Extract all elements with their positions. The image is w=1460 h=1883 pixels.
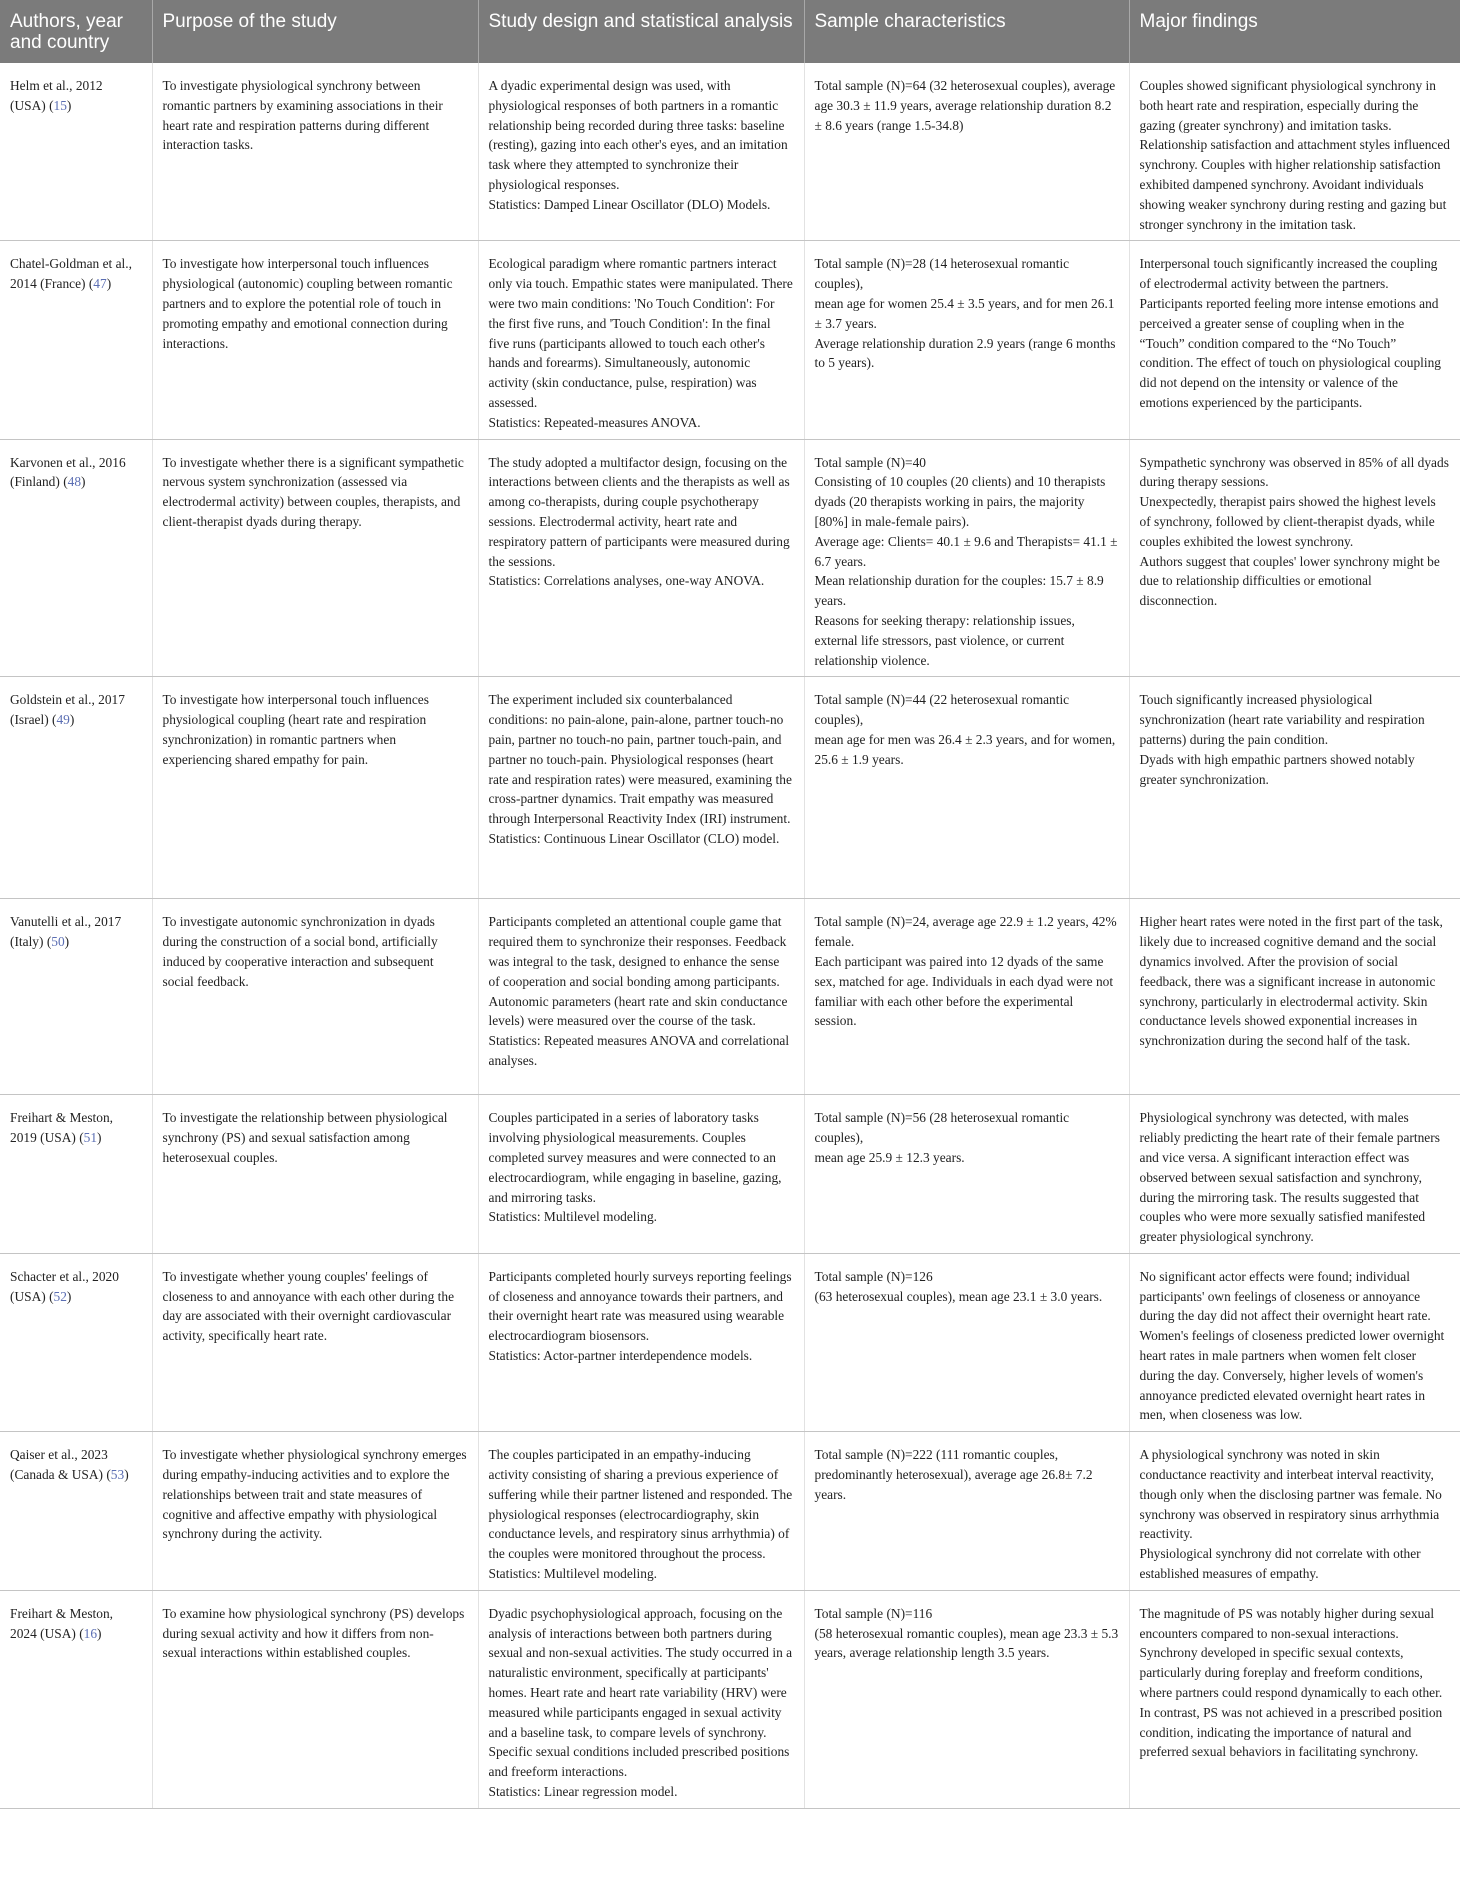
sample-cell <box>804 439 1129 677</box>
design-cell <box>478 899 804 1095</box>
sample-text: Total sample (N)=24, average age 22.9 ± 1.2 years, 42% female. <box>814 914 1117 950</box>
design-cell <box>478 241 804 439</box>
author-text: Helm et al., 2012 (USA) <box>10 78 103 113</box>
findings-text: Authors suggest that couples' lower synchrony might be due to relationship difficulties or emotional disconnection. <box>1139 553 1440 609</box>
sample-text: Each participant was paired into 12 dyads of the same sex, matched for age. Individuals in each dyad were not familiar with each other before the experimental session. <box>814 953 1114 1029</box>
design-cell <box>478 63 804 241</box>
sample-text: Total sample (N)=222 (111 romantic couples, predominantly heterosexual), average age 26.8± 7.2 years. <box>814 1447 1093 1502</box>
findings-text: The magnitude of PS was notably higher during sexual encounters compared to non-sexual interactions. Synchrony developed in specific sexual contexts, particularly during foreplay and freeform conditions, where partners could respond dynamically to each other. In contrast, PS was not achieved in a prescribed position condition, indicating the importance of natural and preferred sexual behaviors in facilitating synchrony. <box>1139 1605 1443 1760</box>
statistics-text: Statistics: Repeated-measures ANOVA. <box>488 414 701 430</box>
reference-link[interactable]: 16 <box>83 1625 98 1641</box>
author-text: Chatel-Goldman et al., 2014 (France) <box>10 256 132 292</box>
sample-text: Total sample (N)=56 (28 heterosexual romantic couples), <box>814 1110 1070 1146</box>
author-text: Vanutelli et al., 2017 (Italy) <box>10 914 122 950</box>
reference-link[interactable]: 15 <box>53 97 67 113</box>
sample-cell <box>804 1590 1129 1808</box>
purpose-cell: To investigate whether young couples' feelings of closeness to and annoyance with each other during the day are associated with their overnight cardiovascular activity, specifically heart rate. <box>152 1253 478 1431</box>
design-text: The experiment included six counterbalanced conditions: no pain-alone, pain-alone, partner touch-no pain, partner no touch-no pain, partner touch-pain, and partner no touch-pain. Physiological responses (heart rate and respiration rates) were measured, examining the cross-partner dynamics. Trait empathy was measured through Interpersonal Reactivity Index (IRI) instrument. <box>488 692 792 827</box>
header-design: Study design and statistical analysis <box>478 0 804 63</box>
purpose-cell: To investigate how interpersonal touch influences physiological (autonomic) coupling between romantic partners and to explore the potential role of touch in promoting empathy and emotional connection during interactions. <box>152 241 478 439</box>
purpose-cell: To investigate the relationship between physiological synchrony (PS) and sexual satisfaction among heterosexual couples. <box>152 1095 478 1254</box>
sample-text: Average age: Clients= 40.1 ± 9.6 and Therapists= 41.1 ± 6.7 years. <box>814 533 1118 569</box>
sample-cell <box>804 1432 1129 1591</box>
header-findings: Major findings <box>1129 0 1460 63</box>
findings-cell <box>1129 439 1460 677</box>
design-cell <box>478 1432 804 1591</box>
table-row <box>0 1590 1460 1808</box>
sample-text: (63 heterosexual couples), mean age 23.1 ± 3.0 years. <box>814 1288 1103 1304</box>
statistics-text: Statistics: Multilevel modeling. <box>488 1209 657 1225</box>
header-purpose: Purpose of the study <box>152 0 478 63</box>
statistics-text: Statistics: Correlations analyses, one-way ANOVA. <box>488 573 765 589</box>
findings-text: Physiological synchrony was detected, with males reliably predicting the heart rate of their female partners and vice versa. A significant interaction effect was observed between sexual satisfaction and synchrony, during the mirroring task. The results suggested that couples who were more sexually satisfied manifested greater physiological synchrony. <box>1139 1110 1440 1245</box>
statistics-text: Statistics: Continuous Linear Oscillator (CLO) model. <box>488 830 780 846</box>
sample-cell <box>804 1095 1129 1254</box>
author-cell: Freihart & Meston, 2024 (USA) (16) <box>0 1590 152 1808</box>
author-text: Freihart & Meston, 2019 (USA) <box>10 1110 114 1146</box>
sample-text: Total sample (N)=28 (14 heterosexual romantic couples), <box>814 256 1070 292</box>
design-text: Participants completed hourly surveys reporting feelings of closeness and annoyance towards their partners, and their overnight heart rate was measured using wearable electrocardiogram biosensors. <box>488 1268 792 1344</box>
sample-text: mean age for men was 26.4 ± 2.3 years, and for women, 25.6 ± 1.9 years. <box>814 731 1116 767</box>
findings-text: Physiological synchrony did not correlate with other established measures of empathy. <box>1139 1546 1421 1582</box>
reference-link[interactable]: 48 <box>67 474 82 490</box>
design-text: Ecological paradigm where romantic partners interact only via touch. Empathic states were manipulated. There were two main conditions: 'No Touch Condition': For the first five runs, and 'Touch Condition': In the final five runs (participants allowed to touch each other's hands and forearms). Simultaneously, autonomic activity (skin conductance, pulse, respiration) was assessed. <box>488 256 793 410</box>
statistics-text: Statistics: Multilevel modeling. <box>488 1566 657 1582</box>
findings-cell <box>1129 677 1460 899</box>
sample-text: Total sample (N)=126 <box>814 1268 933 1284</box>
design-cell <box>478 1590 804 1808</box>
design-text: Couples participated in a series of laboratory tasks involving physiological measurements. Couples completed survey measures and were connected to an electrocardiogram, while engaging in baseline, gazing, and mirroring tasks. <box>488 1110 782 1205</box>
table-row <box>0 1095 1460 1254</box>
header-authors: Authors, year and country <box>0 0 152 63</box>
author-cell: Helm et al., 2012 (USA) (15) <box>0 63 152 241</box>
author-text: Goldstein et al., 2017 (Israel) <box>10 692 125 728</box>
author-text: Qaiser et al., 2023 (Canada & USA) <box>10 1447 108 1483</box>
sample-text: mean age 25.9 ± 12.3 years. <box>814 1149 965 1165</box>
author-text: Freihart & Meston, 2024 (USA) <box>10 1605 114 1641</box>
sample-text: Mean relationship duration for the couples: 15.7 ± 8.9 years. <box>814 573 1104 609</box>
findings-cell <box>1129 1253 1460 1431</box>
statistics-text: Statistics: Linear regression model. <box>488 1784 678 1800</box>
findings-cell <box>1129 1095 1460 1254</box>
design-text: A dyadic experimental design was used, with physiological responses of both partners in a romantic relationship being recorded during three tasks: baseline (resting), gazing into each other's eyes, and an imitation task where they attempted to synchronize their physiological responses. <box>488 78 788 192</box>
sample-cell <box>804 63 1129 241</box>
table-row <box>0 1253 1460 1431</box>
purpose-cell: To investigate how interpersonal touch influences physiological coupling (heart rate and respiration synchronization) in romantic partners when experiencing shared empathy for pain. <box>152 677 478 899</box>
sample-text: Total sample (N)=40 <box>814 454 926 470</box>
table-row <box>0 1432 1460 1591</box>
design-cell <box>478 1253 804 1431</box>
sample-cell <box>804 1253 1129 1431</box>
design-cell <box>478 439 804 677</box>
findings-cell <box>1129 241 1460 439</box>
sample-cell <box>804 677 1129 899</box>
sample-text: Reasons for seeking therapy: relationship issues, external life stressors, past violence, or current relationship violence. <box>814 612 1075 668</box>
findings-cell <box>1129 899 1460 1095</box>
statistics-text: Statistics: Damped Linear Oscillator (DLO) Models. <box>488 196 771 212</box>
table-row <box>0 241 1460 439</box>
findings-text: No significant actor effects were found; individual participants' own feelings of closeness or annoyance during the day did not affect their overnight heart rate. Women's feelings of closeness predicted lower overnight heart rates in male partners when women felt closer during the day. Conversely, higher levels of women's annoyance predicted elevated overnight heart rates in men, when closeness was low. <box>1139 1268 1445 1423</box>
findings-text: Dyads with high empathic partners showed notably greater synchronization. <box>1139 751 1415 787</box>
table-row <box>0 63 1460 241</box>
sample-text: Average relationship duration 2.9 years (range 6 months to 5 years). <box>814 335 1116 371</box>
sample-cell <box>804 899 1129 1095</box>
author-cell: Freihart & Meston, 2019 (USA) (51) <box>0 1095 152 1254</box>
purpose-cell: To investigate physiological synchrony between romantic partners by examining associations in their heart rate and respiration patterns during different interaction tasks. <box>152 63 478 241</box>
purpose-cell: To investigate whether there is a significant sympathetic nervous system synchronization (assessed via electrodermal activity) between couples, therapists, and client-therapist dyads during therapy. <box>152 439 478 677</box>
purpose-cell: To investigate whether physiological synchrony emerges during empathy-inducing activities and to explore the relationships between trait and state measures of cognitive and affective empathy with physiological synchrony during the activity. <box>152 1432 478 1591</box>
author-cell: Chatel-Goldman et al., 2014 (France) (47) <box>0 241 152 439</box>
sample-text: Total sample (N)=116 <box>814 1605 933 1621</box>
reference-link[interactable]: 47 <box>93 276 107 292</box>
findings-text: Higher heart rates were noted in the first part of the task, likely due to increased cognitive demand and the social dynamics involved. After the provision of social feedback, there was a significant increase in autonomic synchrony, particularly in electrodermal activity. Skin conductance levels showed exponential increases in synchronization during the second half of the task. <box>1139 914 1443 1049</box>
author-cell: Qaiser et al., 2023 (Canada & USA) (53) <box>0 1432 152 1591</box>
design-text: Dyadic psychophysiological approach, focusing on the analysis of interactions between both partners during sexual and non-sexual activities. The study occurred in a naturalistic environment, specifically at participants' homes. Heart rate and heart rate variability (HRV) were measured while participants engaged in sexual activity and a baseline task, to compare levels of synchrony. Specific sexual conditions included prescribed positions and freeform interactions. <box>488 1605 793 1780</box>
reference-link[interactable]: 50 <box>51 934 65 950</box>
reference-link[interactable]: 53 <box>110 1467 125 1483</box>
purpose-cell: To examine how physiological synchrony (PS) develops during sexual activity and how it differs from non-sexual interactions within established couples. <box>152 1590 478 1808</box>
author-cell: Goldstein et al., 2017 (Israel) (49) <box>0 677 152 899</box>
findings-text: Sympathetic synchrony was observed in 85% of all dyads during therapy sessions. <box>1139 454 1449 490</box>
table-row <box>0 439 1460 677</box>
author-cell: Vanutelli et al., 2017 (Italy) (50) <box>0 899 152 1095</box>
sample-text: Total sample (N)=64 (32 heterosexual couples), average age 30.3 ± 11.9 years, average relationship duration 8.2 ± 8.6 years (range 1.5-34.8) <box>814 78 1116 133</box>
reference-link[interactable]: 51 <box>83 1130 98 1146</box>
findings-text: Couples showed significant physiological synchrony in both heart rate and respiration, especially during the gazing (greater synchrony) and imitation tasks. <box>1139 78 1436 133</box>
author-text: Schacter et al., 2020 (USA) <box>10 1268 119 1304</box>
findings-text: Touch significantly increased physiological synchronization (heart rate variability and respiration patterns) during the pain condition. <box>1139 692 1425 747</box>
findings-text: Interpersonal touch significantly increased the coupling of electrodermal activity between the partners. Participants reported feeling more intense emotions and perceived a greater sense of coupling when in the “Touch” condition compared to the “No Touch” condition. The effect of touch on physiological coupling did not depend on the intensity or valence of the emotions experienced by the participants. <box>1139 256 1441 410</box>
sample-text: Consisting of 10 couples (20 clients) and 10 therapists dyads (20 therapists working in pairs, the majority [80%] in male-female pairs). <box>814 474 1106 529</box>
findings-text: A physiological synchrony was noted in skin conductance reactivity and interbeat interval reactivity, though only when the disclosing partner was female. No synchrony was observed in respiratory sinus arrhythmia reactivity. <box>1139 1447 1442 1542</box>
sample-text: Total sample (N)=44 (22 heterosexual romantic couples), <box>814 692 1070 728</box>
findings-cell <box>1129 1590 1460 1808</box>
sample-cell <box>804 241 1129 439</box>
author-cell: Schacter et al., 2020 (USA) (52) <box>0 1253 152 1431</box>
table-row <box>0 677 1460 899</box>
header-row <box>0 0 1460 63</box>
findings-cell <box>1129 1432 1460 1591</box>
sample-text: (58 heterosexual romantic couples), mean age 23.3 ± 5.3 years, average relationship length 3.5 years. <box>814 1625 1119 1661</box>
design-text: The study adopted a multifactor design, focusing on the interactions between clients and the therapists as well as among co-therapists, during couple psychotherapy sessions. Electrodermal activity, heart rate and respiratory pattern of participants were measured during the sessions. <box>488 454 790 569</box>
findings-text: Relationship satisfaction and attachment styles influenced synchrony. Couples with higher relationship satisfaction exhibited dampened synchrony. Avoidant individuals showing weaker synchrony during resting and gazing but stronger synchrony in the imitation task. <box>1139 137 1451 232</box>
author-cell: Karvonen et al., 2016 (Finland) (48) <box>0 439 152 677</box>
purpose-cell: To investigate autonomic synchronization in dyads during the construction of a social bond, artificially induced by cooperative interaction and subsequent social feedback. <box>152 899 478 1095</box>
design-text: Participants completed an attentional couple game that required them to synchronize their responses. Feedback was integral to the task, designed to enhance the sense of cooperation and social bonding among participants. Autonomic parameters (heart rate and skin conductance levels) were measured over the course of the task. <box>488 914 788 1029</box>
statistics-text: Statistics: Actor-partner interdependence models. <box>488 1348 753 1364</box>
reference-link[interactable]: 49 <box>56 712 70 728</box>
design-cell <box>478 677 804 899</box>
sample-text: mean age for women 25.4 ± 3.5 years, and for men 26.1 ± 3.7 years. <box>814 295 1115 331</box>
table-row <box>0 899 1460 1095</box>
reference-link[interactable]: 52 <box>53 1288 67 1304</box>
findings-text: Unexpectedly, therapist pairs showed the highest levels of synchrony, followed by client-therapist dyads, while couples exhibited the lowest synchrony. <box>1139 494 1436 549</box>
statistics-text: Statistics: Repeated measures ANOVA and correlational analyses. <box>488 1033 790 1068</box>
design-text: The couples participated in an empathy-inducing activity consisting of sharing a previous experience of suffering while their partner listened and responded. The physiological responses (electrocardiography, skin conductance levels, and respiratory sinus arrhythmia) of the couples were monitored throughout the process. <box>488 1447 793 1562</box>
author-text: Karvonen et al., 2016 (Finland) <box>10 454 126 490</box>
findings-cell <box>1129 63 1460 241</box>
header-sample: Sample characteristics <box>804 0 1129 63</box>
design-cell <box>478 1095 804 1254</box>
